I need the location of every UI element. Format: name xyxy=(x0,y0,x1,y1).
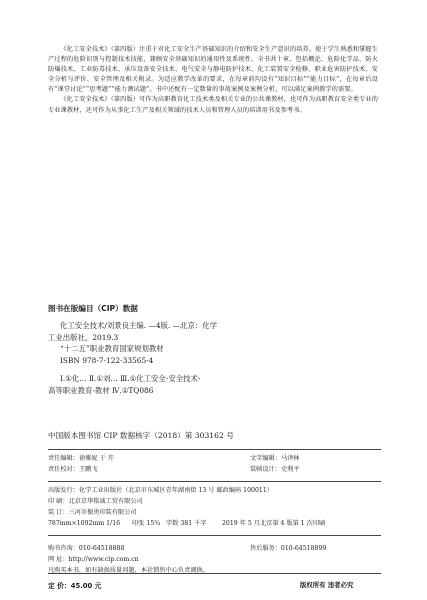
divider-bottom xyxy=(48,573,381,574)
spec-line xyxy=(48,518,325,529)
divider-top xyxy=(48,449,381,450)
book-description xyxy=(48,45,378,116)
divider-middle xyxy=(48,481,381,482)
website-link[interactable]: http://www.cip.com.cn xyxy=(68,556,139,563)
cip-line-classification-cont: 高等职业教育-教材 Ⅳ.①TQ086 xyxy=(48,385,154,395)
website-label: 网 址： xyxy=(48,556,69,563)
binder-value: 三河市振勇印装有限公司 xyxy=(68,509,137,516)
designer-label: 装帧设计： xyxy=(250,466,281,473)
cip-line-classification: Ⅰ.①化… Ⅱ.①刘… Ⅲ.①化工安全-安全技术- xyxy=(60,374,201,384)
staff-left xyxy=(48,453,114,475)
cip-line-title: 化工安全技术/刘景良主编. —4版. —北京：化学 xyxy=(60,321,218,330)
binder-label: 装 订： xyxy=(48,509,69,516)
proofreader-label: 责任校对： xyxy=(48,466,79,473)
cip-line-isbn: ISBN 978-7-122-33565-4 xyxy=(60,355,154,365)
designer-value: 史利平 xyxy=(280,466,300,473)
words-value: 字数 381 千字 xyxy=(166,520,207,527)
printer-value: 北京京华铭诚工贸有限公司 xyxy=(68,498,143,505)
divider-lower xyxy=(48,535,381,536)
cip-line-publisher: 工业出版社，2019.3 xyxy=(48,332,119,342)
cip-number: 中国版本图书馆 CIP 数据核字（2018）第 303162 号 xyxy=(48,431,234,440)
copyright-notice: 版权所有 违者必究 xyxy=(300,581,354,589)
cip-record xyxy=(48,320,380,397)
price: 定 价：45.00 元 xyxy=(48,582,102,590)
service-phone: 购书咨询：010-64518888 xyxy=(48,545,125,552)
edition-value: 2019 年 5 月北京第 4 版第 1 次印刷 xyxy=(222,520,326,527)
description-paragraph-2: 《化工安全技术》（第四版）可作为高职教育化工技术类及相关专业的公共课教材，也可作为高职教育安全类专业的专业课教材，还可作为从事化工生产及相关领域的技术人员和管理人员的培训用书及参考书。 xyxy=(48,96,378,114)
cip-title: 图书在版编目（CIP）数据 xyxy=(48,304,138,313)
proofreader-value: 王鹏飞 xyxy=(78,466,98,473)
aftersale-phone: 售后服务：010-64518899 xyxy=(250,545,327,552)
text-editor-label: 文字编辑： xyxy=(250,455,281,462)
text-editor-value: 马泽林 xyxy=(280,455,300,462)
description-paragraph-1: 《化工安全技术》（第四版）注重于对化工安全生产基础知识的介绍和安全生产意识的培养，使于学生熟悉和掌握生产过程的危险识别与控制技术技能，兼顾安全基础知识的通用性及系统性。全书共十章，包括概论、危险化学品、防火防爆技术、工业防毒技术、承压设备安全技术、电气安全与静电防护技术、化工装置安全检修、职业危害防护技术、安全分析与评价、安全管理及相关附录。为适应教学改革的要求，在每章前均设有“知识目标”“能力目标”，在每章后设有“课堂讨论”“思考题”“能力测试题”。书中还配有一定数量的事故案例及案例分析，可以满足案例教学的需要。 xyxy=(48,46,378,94)
sheets-value: 印张 15¾ xyxy=(132,520,161,527)
editor-value: 徐雅妮 于 卉 xyxy=(78,455,114,462)
exchange-notice: 凡购买本书，如有缺损质量问题，本社销售中心负责调换。 xyxy=(48,567,209,574)
publisher-line: 出版发行：化学工业出版社（北京市东城区青年湖南街 13 号 邮政编码 100011） xyxy=(48,487,273,494)
publishing-info xyxy=(48,485,325,529)
format-value: 787mm×1092mm 1/16 xyxy=(48,520,121,527)
editor-label: 责任编辑： xyxy=(48,455,79,462)
staff-right xyxy=(250,453,300,475)
cip-line-series: “十二五”职业教育国家规划教材 xyxy=(60,344,164,354)
contact-info xyxy=(48,543,326,576)
printer-label: 印 刷： xyxy=(48,498,69,505)
